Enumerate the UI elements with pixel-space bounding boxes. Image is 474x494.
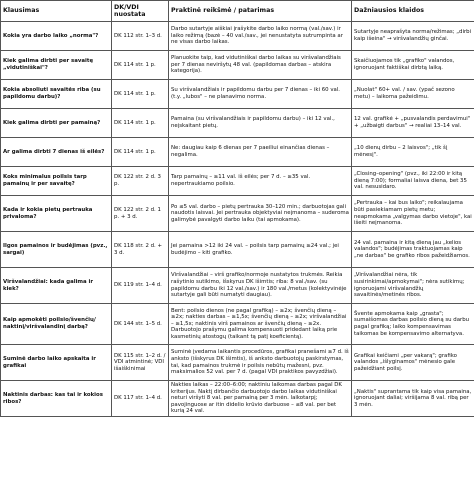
row-question: Suminė darbo laiko apskaita ir grafikai bbox=[1, 345, 112, 381]
row-practice: Pamaina (su viršvalandžiais ir papildomu darbu) – iki 12 val., neįskaitant pietų. bbox=[169, 109, 352, 138]
row-question: Koks minimalus poilsis tarp pamainų ir per savaitę? bbox=[1, 167, 112, 196]
table-header-row bbox=[1, 1, 474, 22]
table-row bbox=[1, 232, 474, 268]
table-row bbox=[1, 381, 474, 417]
table-row bbox=[1, 345, 474, 381]
row-errors: Sutartyje neaprašyta norma/režimas; „dirbi kaip išeina" → viršvalandžių ginčai. bbox=[352, 22, 474, 51]
table-row bbox=[1, 22, 474, 51]
row-practice: Viršvalandžiai – virš grafiko/normoje nustatytos trukmės. Reikia rašytinio sutikimo, išskyrus DK išimtis; riba: 8 val./sav. (su papildomu darbu iki 12 val./sav.) ir 180 val./metus (kolektyvinėje sutartyje gali būti numatyti daugiau). bbox=[169, 268, 352, 304]
row-reference: DK 122 str. 2 d. 1 p. + 3 d. bbox=[112, 196, 169, 232]
table-row bbox=[1, 268, 474, 304]
row-practice: Jei pamaina >12 iki 24 val. – poilsis tarp pamainų ≥24 val.; jei budėjimo – kiti grafiko. bbox=[169, 232, 352, 268]
row-practice: Bent: poilsio dienos (ne pagal grafiką) – ≥2x; švenčių dieną – ≥2x; nakties darbas – ≥1,5x; švenčių dieną – ≥2x; viršvalandžiai – ≥1,5x; naktinis virš pamainos ar švenčių dieną – ≥2x. Darbuotojo prašymu galima kompensuoti pridedant laiką prie kasmetinių atostogų (taikant tą patį koeficientą). bbox=[169, 304, 352, 345]
row-reference: DK 117 str. 1–4 d. bbox=[112, 381, 169, 417]
row-practice: Darbo sutartyje aiškiai įrašykite darbo laiko normą (val./sav.) ir laiko režimą (bazė – 40 val./sav., jei nenustatyta sutrumpinta ar ne visas darbo laikas. bbox=[169, 22, 352, 51]
row-practice: Po ≤5 val. darbo – pietų pertrauka 30–120 min.; darbuotojas gali naudotis laisvai. Jei pertrauka objektyviai neįmanoma – suderoma galimybė pavalgyti darbo laiku (tai apmokama). bbox=[169, 196, 352, 232]
table-row bbox=[1, 304, 474, 345]
row-practice: Ne: daugiau kaip 6 dienas per 7 paeiliui einančias dienas – negalima. bbox=[169, 138, 352, 167]
table-row bbox=[1, 80, 474, 109]
row-errors: „Pertrauka – kai bus laiko"; reikalaujama būti pasiekiamam pietų metu; neapmokama „valgymas darbo vietoje", kai išeiti neįmanoma. bbox=[352, 196, 474, 232]
row-errors: 24 val. pamaina ir kitą dieną jau „kelios valandos"; budėjimas traktuojamas kaip „ne darbas" be grafiko ribos pažeidžiamos. bbox=[352, 232, 474, 268]
table-row bbox=[1, 196, 474, 232]
row-reference: DK 119 str. 1–4 d. bbox=[112, 268, 169, 304]
row-errors: „Naktis" suprantama tik kaip visa pamaina, ignoruojant daliai; viršijama 8 val. ribą per 3 mėn. bbox=[352, 381, 474, 417]
header-question: Klausimas bbox=[1, 1, 112, 22]
row-errors: „10 dienų dirbu – 2 laisvos"; „tik šį mėnesį". bbox=[352, 138, 474, 167]
row-question: Viršvalandžiai: kada galima ir kiek? bbox=[1, 268, 112, 304]
row-errors: „Viršvalandžiai nėra, tik susirinkimai/apmokymai"; nėra sutikimų; ignoruojami viršvalandžių savaitinės/metinės ribos. bbox=[352, 268, 474, 304]
row-practice: Su viršvalandžiais ir papildomu darbu per 7 dienas – iki 60 val. (t.y. „lubos" – ne planavimo norma. bbox=[169, 80, 352, 109]
row-errors: 12 val. grafikė + „pusvalandis perdavimui" + „užbaigti darbus" → realiai 13–14 val. bbox=[352, 109, 474, 138]
row-reference: DK 115 str. 1–2 d. / VDI atmintinė; VDI išaiškinimai bbox=[112, 345, 169, 381]
table-row bbox=[1, 138, 474, 167]
table-row bbox=[1, 51, 474, 80]
row-errors: Skaičiuojamos tik „grafiko" valandos, ignoruojant faktiškai dirbtą laiką. bbox=[352, 51, 474, 80]
row-question: Ilgos pamainos ir budėjimas (pvz., sargai) bbox=[1, 232, 112, 268]
header-errors: Dažniausios klaidos bbox=[352, 1, 474, 22]
row-practice: Nakties laikas – 22:00–6:00; naktiniu laikomas darbas pagal DK kriterijus. Naktį dirbančio darbuotojo darbo laikas vidutiniškai neturi viršyti 8 val. per pamainą per 3 mėn. laikotarpį; pavojinguose ar itin didelio krūvio darbuose – ≤8 val. per bet kurią 24 val. bbox=[169, 381, 352, 417]
row-question: Naktinis darbas: kas tai ir kokios ribos? bbox=[1, 381, 112, 417]
row-practice: Tarp pamainų – ≥11 val. iš eilės; per 7 d. – ≥35 val. nepertraukiamo poilsio. bbox=[169, 167, 352, 196]
row-question: Kiek galima dirbti per pamainą? bbox=[1, 109, 112, 138]
row-question: Kada ir kokia pietų pertrauka privaloma? bbox=[1, 196, 112, 232]
row-practice: Suminė įvedama laikantis procedūros, grafikai pranešami ≥7 d. iš anksto (išskyrus DK išimtis), iš anksto darbuotojų paskirstymas, tai, kad pamainos trukmė ir poilsis nebūtų mažesni, pvz. maksimalios 52 val. per 7 d. (pagal VDI praktikos pavyzdžiai). bbox=[169, 345, 352, 381]
row-reference: DK 118 str. 2 d. + 3 d. bbox=[112, 232, 169, 268]
row-reference: DK 144 str. 1–5 d. bbox=[112, 304, 169, 345]
row-reference: DK 114 str. 1 p. bbox=[112, 109, 169, 138]
row-errors: Grafikai keičiami „per vakarą"; grafiko valandos „išlyginamos" mėnesio gale pažeidžiant poilsį. bbox=[352, 345, 474, 381]
row-question: Kokia yra darbo laiko „norma"? bbox=[1, 22, 112, 51]
row-reference: DK 114 str. 1 p. bbox=[112, 80, 169, 109]
row-practice: Planuokite taip, kad vidutiniškai darbo laikas su viršvalandžiais per 7 dienas neviršytų 48 val. (papildomas darbas – atskira kategorija). bbox=[169, 51, 352, 80]
row-errors: „Closing–opening" (pvz., iki 22:00 ir kitą dieną 7:00); formaliai laisva diena, bet 35 val. nesusidaro. bbox=[352, 167, 474, 196]
row-question: Kokia absoliuti savaitės riba (su papildomu darbu)? bbox=[1, 80, 112, 109]
row-reference: DK 112 str. 1–3 d. bbox=[112, 22, 169, 51]
row-reference: DK 114 str. 1 p. bbox=[112, 51, 169, 80]
row-errors: Švente apmokama kaip „grasta"; sumaišomas darbas poilsio dieną su darbu pagal grafiką; laiko kompensavimas taikomas be kompensavimo alternatyva. bbox=[352, 304, 474, 345]
row-question: Ar galima dirbti 7 dienas iš eilės? bbox=[1, 138, 112, 167]
row-reference: DK 114 str. 1 p. bbox=[112, 138, 169, 167]
row-question: Kiek galima dirbti per savaitę „vidutiniškai"? bbox=[1, 51, 112, 80]
table-row bbox=[1, 167, 474, 196]
header-reference: DK/VDI nuostata bbox=[112, 1, 169, 22]
row-question: Kaip apmokėti poilsio/švenčių/ naktinį/viršvalandinį darbą? bbox=[1, 304, 112, 345]
header-practice: Praktinė reikšmė / patarimas bbox=[169, 1, 352, 22]
row-errors: „Nuolat" 60+ val. / sav. (ypač sezono metu) – laikoma pažeidimu. bbox=[352, 80, 474, 109]
row-reference: DK 122 str. 2 d. 3 p. bbox=[112, 167, 169, 196]
table-row bbox=[1, 109, 474, 138]
